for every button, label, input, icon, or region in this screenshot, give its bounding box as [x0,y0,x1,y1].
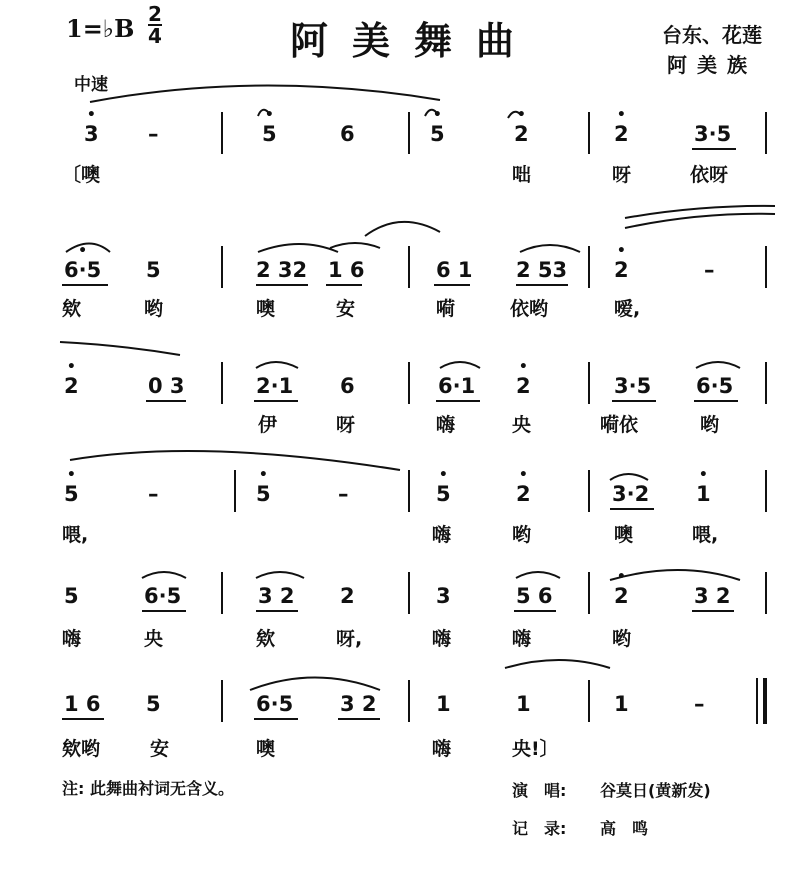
barline [408,362,410,404]
beam [610,508,654,510]
footnote: 注: 此舞曲衬词无含义。 [62,779,234,798]
note: 6·5 [696,374,734,398]
barline [221,246,223,288]
lyric: 喂, [692,524,719,546]
lyric: 央 [512,414,532,436]
tempo-marking: 中速 [74,75,108,95]
note: 2 • [614,243,629,282]
key-signature: 1=♭B [66,14,135,43]
note: 2 • [516,467,531,506]
barline [408,246,410,288]
lyric: 哟 [700,414,720,436]
note: 3 [436,584,451,608]
note: 6·5 [256,692,294,716]
final-barline-thin [756,678,758,724]
lyric: 嗬 [436,298,456,320]
note: 3 2 [694,584,731,608]
lyric: 呀 [336,414,356,436]
note: 3 2 [340,692,377,716]
lyric: 欸 [62,298,82,320]
beam [612,400,656,402]
barline [765,572,767,614]
note: 1 [516,692,531,716]
barline [408,470,410,512]
note: 5 • [430,107,445,146]
beam [254,400,298,402]
recorder-label: 记 录: [512,819,567,838]
beam [256,284,308,286]
dash: – [148,122,159,146]
lyric: 咄 [512,164,532,186]
note: 6·5 [144,584,182,608]
lyric: 喂, [62,524,89,546]
lyric: 央 [144,628,164,650]
note: 2 32 [256,258,308,282]
song-title: 阿美舞曲 [290,18,539,63]
beam [256,610,298,612]
lyric: 嗨 [62,628,82,650]
lyric: 欸 [256,628,276,650]
beam [694,400,738,402]
note: 5 • [256,467,271,506]
note: 2 • [64,359,79,398]
performer-name: 谷莫日(黄新发) [600,781,711,800]
beam [326,284,362,286]
note: 3·2 [612,482,650,506]
beam [62,284,108,286]
lyric: 依哟 [510,298,549,320]
barline [221,572,223,614]
lyric: 嗨 [432,738,452,760]
note: 2 53 [516,258,568,282]
note: 5 [146,258,161,282]
note: 1 6 [64,692,101,716]
note: 1 [614,692,629,716]
note: 2·1 [256,374,294,398]
barline [765,470,767,512]
beam [514,610,556,612]
lyric: 伊 [258,414,278,436]
note: 5 6 [516,584,553,608]
note: 3 • [84,107,99,146]
note: 5 • [262,107,277,146]
meter-top: 2 [148,2,162,26]
lyric: 呀, [336,628,363,650]
barline [588,362,590,404]
beam [254,718,298,720]
note: 3·5 [694,122,732,146]
note: 5 • [436,467,451,506]
barline [765,246,767,288]
performer-label: 演 唱: [512,781,567,800]
lyric: 〔噢 [62,164,101,186]
note: 2 • [614,569,629,608]
barline [765,362,767,404]
lyric: 安 [336,298,356,320]
note: 2 [340,584,355,608]
note: 5 [146,692,161,716]
recorder-name: 高 鸣 [600,819,649,838]
note: 2 • [514,107,529,146]
barline [588,246,590,288]
note: 5 [64,584,79,608]
dash: – [704,258,715,282]
lyric: 哟 [612,628,632,650]
barline [234,470,236,512]
beam [434,284,470,286]
note: 1 [436,692,451,716]
meter-bottom: 4 [148,24,162,48]
lyric: 嗨 [436,414,456,436]
lyric: 嗨 [512,628,532,650]
lyric: 嗨 [432,524,452,546]
note: 1 • [696,467,711,506]
note: 0 3 [148,374,185,398]
beam [146,400,186,402]
beam [692,148,736,150]
lyric: 哟 [144,298,164,320]
note: 6·5 • [64,243,102,282]
note: 6 1 [436,258,473,282]
lyric: 央!〕 [512,738,559,760]
note: 2 • [614,107,629,146]
note: 3·5 [614,374,652,398]
dash: – [148,482,159,506]
barline [408,680,410,722]
barline [588,680,590,722]
ethnic-group: 阿美族 [667,53,757,77]
note: 5 • [64,467,79,506]
barline [408,112,410,154]
barline [221,362,223,404]
barline [588,112,590,154]
note: 3 2 [258,584,295,608]
lyric: 嗬依 [600,414,639,436]
region: 台东、花莲 [662,23,762,47]
barline [408,572,410,614]
barline [221,112,223,154]
note: 2 • [516,359,531,398]
lyric: 噢 [256,738,276,760]
dash: – [694,692,705,716]
beam [338,718,380,720]
lyric: 呀 [612,164,632,186]
beam [692,610,734,612]
beam [436,400,480,402]
dash: – [338,482,349,506]
lyric: 噢 [256,298,276,320]
barline [588,470,590,512]
barline [588,572,590,614]
lyric: 嗨 [432,628,452,650]
note: 6 [340,374,355,398]
final-barline-thick [763,678,767,724]
beam [142,610,186,612]
note: 6 [340,122,355,146]
barline [221,680,223,722]
beam [62,718,104,720]
lyric: 欸哟 [62,738,101,760]
beam [516,284,568,286]
lyric: 嗳, [614,298,641,320]
note: 6·1 [438,374,476,398]
barline [765,112,767,154]
lyric: 依呀 [690,164,729,186]
lyric: 哟 [512,524,532,546]
note: 1 6 [328,258,365,282]
lyric: 噢 [614,524,634,546]
lyric: 安 [150,738,170,760]
